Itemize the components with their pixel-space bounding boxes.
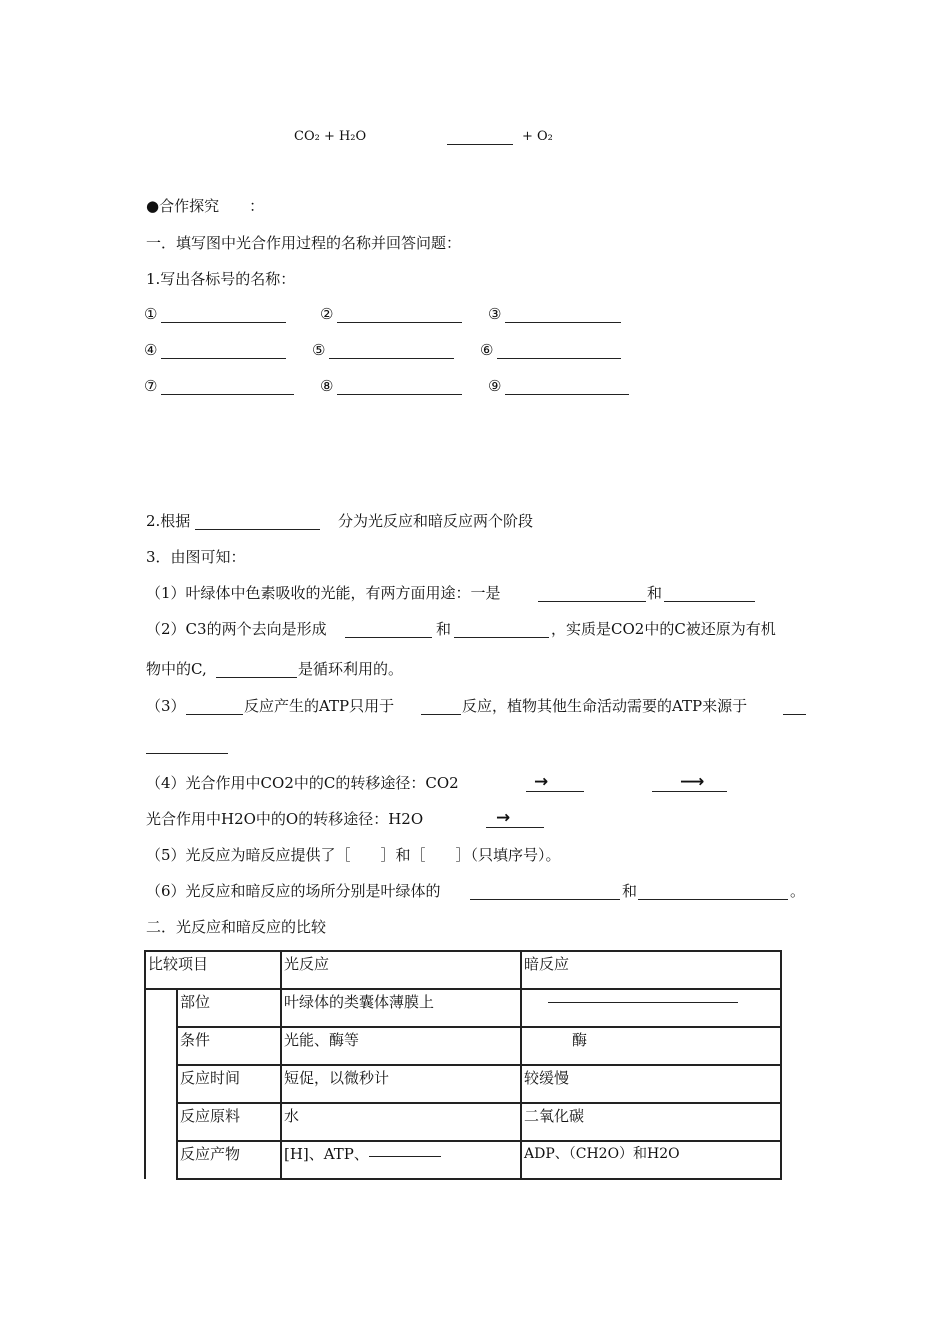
- row-dark: 较缓慢: [521, 1065, 781, 1103]
- row-dark: 二氧化碳: [521, 1103, 781, 1141]
- header-light: 光反应: [281, 951, 521, 989]
- blank-7[interactable]: [161, 393, 294, 395]
- equation-left: CO₂ + H₂O: [294, 129, 367, 144]
- table-row: [145, 1027, 781, 1065]
- label-2: ②: [320, 305, 334, 323]
- sub-3-blank-b[interactable]: [421, 713, 461, 715]
- row-item: 反应时间: [177, 1065, 281, 1103]
- header-dark: 暗反应: [521, 951, 781, 989]
- row-light: 叶绿体的类囊体薄膜上: [281, 989, 521, 1027]
- sub-2-prefix: （2）C3的两个去向是形成: [146, 620, 327, 638]
- sub-6-blank-a[interactable]: [470, 898, 620, 900]
- sub-6-end: 。: [790, 882, 806, 900]
- table-row: [145, 1065, 781, 1103]
- row-light: [H]、ATP、: [284, 1145, 369, 1163]
- sub-2-blank-c[interactable]: [216, 676, 297, 678]
- question-1: 1.写出各标号的名称：: [146, 270, 296, 288]
- row-light: 水: [281, 1103, 521, 1141]
- part2-title: 二．光反应和暗反应的比较: [146, 918, 327, 936]
- blank-1[interactable]: [161, 321, 286, 323]
- arrow-icon: →: [496, 808, 511, 828]
- row-item: 部位: [177, 989, 281, 1027]
- sub-4b-blank[interactable]: [486, 826, 544, 828]
- arrow-icon: ⟶: [680, 772, 705, 792]
- label-5: ⑤: [312, 341, 326, 359]
- question-3: 3．由图可知：: [146, 548, 246, 566]
- blank-8[interactable]: [337, 393, 462, 395]
- sub-1-blank-b[interactable]: [664, 600, 755, 602]
- sub-1-blank-a[interactable]: [538, 600, 646, 602]
- blank-6[interactable]: [497, 357, 621, 359]
- sub-5: （5）光反应为暗反应提供了［ ］和［ ］（只填序号）。: [146, 846, 561, 864]
- equation-right: + O₂: [522, 129, 553, 144]
- sub-1-and: 和: [647, 584, 663, 602]
- sub-3-mid2: 反应，植物其他生命活动需要的ATP来源于: [462, 697, 748, 715]
- sub-3-blank-a[interactable]: [186, 713, 243, 715]
- blank-4[interactable]: [161, 357, 286, 359]
- location-blank[interactable]: [548, 1001, 738, 1003]
- row-dark: ADP、（CH2O）和H2O: [521, 1141, 781, 1179]
- sub-3-mid1: 反应产生的ATP只用于: [244, 697, 395, 715]
- label-8: ⑧: [320, 377, 334, 395]
- table-row: [145, 1141, 781, 1179]
- sub-2-line2-prefix: 物中的C,: [146, 660, 207, 678]
- blank-9[interactable]: [505, 393, 629, 395]
- row-light: 短促，以微秒计: [281, 1065, 521, 1103]
- sub-2-suffix: ，实质是CO2中的C被还原为有机: [551, 620, 776, 638]
- sub-3-prefix: （3）: [146, 697, 186, 715]
- sub-3-blank-c[interactable]: [783, 713, 806, 715]
- product-blank[interactable]: [369, 1155, 441, 1157]
- sub-6-prefix: （6）光反应和暗反应的场所分别是叶绿体的: [146, 882, 441, 900]
- sub-2-and: 和: [436, 620, 452, 638]
- question-2-prefix: 2.根据: [146, 512, 191, 530]
- sub-2-line2-suffix: 是循环利用的。: [298, 660, 404, 678]
- table-row: [145, 1103, 781, 1141]
- sub-4-blank-a[interactable]: [526, 790, 584, 792]
- row-item: 反应产物: [177, 1141, 281, 1179]
- row-item: 条件: [177, 1027, 281, 1065]
- question-2-blank[interactable]: [195, 528, 320, 530]
- header-item: 比较项目: [145, 951, 281, 989]
- sub-4-blank-b[interactable]: [652, 790, 727, 792]
- label-6: ⑥: [480, 341, 494, 359]
- label-9: ⑨: [488, 377, 502, 395]
- sub-2-blank-b[interactable]: [454, 636, 549, 638]
- arrow-icon: →: [534, 772, 549, 792]
- sub-1-prefix: （1）叶绿体中色素吸收的光能，有两方面用途：一是: [146, 584, 501, 602]
- row-dark[interactable]: [521, 989, 781, 1027]
- equation-blank[interactable]: [447, 143, 513, 145]
- sub-4-text: （4）光合作用中CO2中的C的转移途径：CO2: [146, 774, 459, 792]
- sub-6-blank-b[interactable]: [638, 898, 788, 900]
- sub-6-and: 和: [622, 882, 638, 900]
- table-side-cell: [145, 989, 177, 1179]
- row-item: 反应原料: [177, 1103, 281, 1141]
- sub-2-blank-a[interactable]: [345, 636, 432, 638]
- sub-3-blank-c-cont[interactable]: [146, 752, 228, 754]
- sub-4b-text: 光合作用中H2O中的O的转移途径：H2O: [146, 810, 424, 828]
- table-header-row: [145, 951, 781, 989]
- label-4: ④: [144, 341, 158, 359]
- comparison-table: [144, 950, 782, 1180]
- blank-5[interactable]: [329, 357, 454, 359]
- row-dark: 酶: [521, 1027, 781, 1065]
- blank-2[interactable]: [337, 321, 462, 323]
- label-1: ①: [144, 305, 158, 323]
- row-light: 光能、酶等: [281, 1027, 521, 1065]
- part1-title: 一．填写图中光合作用过程的名称并回答问题：: [146, 234, 462, 252]
- row-light-cell: [281, 1141, 521, 1179]
- label-3: ③: [488, 305, 502, 323]
- table-row: [145, 989, 781, 1027]
- blank-3[interactable]: [505, 321, 621, 323]
- section-header: ●合作探究 ：: [146, 197, 265, 215]
- label-7: ⑦: [144, 377, 158, 395]
- question-2-suffix: 分为光反应和暗反应两个阶段: [338, 512, 534, 530]
